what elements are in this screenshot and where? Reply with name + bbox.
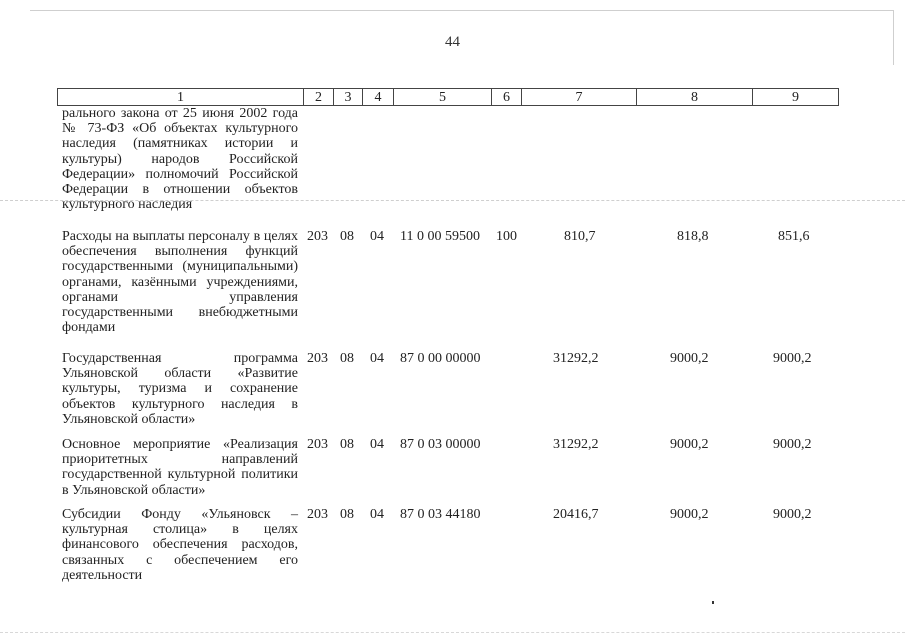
row-col-8: 9000,2 — [670, 437, 709, 452]
row-col-3: 08 — [340, 229, 354, 244]
row-description: Расходы на выплаты персоналу в целях обеспечения выполнения функций государственными (муниципальными) органами, казёнными учреждениями, органами управления государственными внебюджетными фондами — [62, 229, 298, 336]
row-col-7: 31292,2 — [553, 437, 599, 452]
scan-dash-line-bottom — [0, 632, 905, 633]
row-col-3: 08 — [340, 351, 354, 366]
row-col-3: 08 — [340, 507, 354, 522]
row-col-4: 04 — [370, 351, 384, 366]
row-description: Субсидии Фонду «Ульяновск – культурная столица» в целях финансового обеспечения расходов, связанных с обеспечением его деятельности — [62, 507, 298, 583]
table-header — [57, 88, 839, 106]
row-col-4: 04 — [370, 507, 384, 522]
row-col-9: 9000,2 — [773, 437, 812, 452]
row-col-4: 04 — [370, 229, 384, 244]
row-col-2: 203 — [307, 351, 328, 366]
row-description: рального закона от 25 июня 2002 года № 73-ФЗ «Об объектах культурного наследия (памятниках истории и культуры) народов Российской Федерации» полномочий Российской Федерации в отношении объектов культурного наследия — [62, 106, 298, 213]
header-col-5: 5 — [393, 89, 491, 105]
row-col-8: 9000,2 — [670, 351, 709, 366]
row-col-8: 9000,2 — [670, 507, 709, 522]
row-col-2: 203 — [307, 507, 328, 522]
row-col-9: 851,6 — [778, 229, 810, 244]
header-col-3: 3 — [333, 89, 362, 105]
row-col-2: 203 — [307, 437, 328, 452]
row-col-2: 203 — [307, 229, 328, 244]
row-col-7: 20416,7 — [553, 507, 599, 522]
row-col-9: 9000,2 — [773, 507, 812, 522]
row-col-9: 9000,2 — [773, 351, 812, 366]
header-col-4: 4 — [362, 89, 393, 105]
row-description: Государственная программа Ульяновской области «Развитие культуры, туризма и сохранение объектов культурного наследия в Ульяновской области» — [62, 351, 298, 427]
header-col-8: 8 — [636, 89, 752, 105]
row-col-6: 100 — [496, 229, 517, 244]
header-col-9: 9 — [752, 89, 838, 105]
header-col-2: 2 — [303, 89, 333, 105]
header-col-1: 1 — [177, 90, 184, 105]
row-col-7: 31292,2 — [553, 351, 599, 366]
row-col-3: 08 — [340, 437, 354, 452]
row-col-5: 11 0 00 59500 — [400, 229, 480, 244]
scan-speck — [712, 601, 714, 604]
row-col-5: 87 0 03 00000 — [400, 437, 481, 452]
row-col-8: 818,8 — [677, 229, 709, 244]
row-description: Основное мероприятие «Реализация приоритетных направлений государственной культурной политики в Ульяновской области» — [62, 437, 298, 498]
header-col-6: 6 — [491, 89, 521, 105]
row-col-7: 810,7 — [564, 229, 596, 244]
row-col-4: 04 — [370, 437, 384, 452]
row-col-5: 87 0 00 00000 — [400, 351, 481, 366]
header-col-7: 7 — [521, 89, 636, 105]
row-col-5: 87 0 03 44180 — [400, 507, 481, 522]
scan-frame-top — [30, 10, 894, 11]
page-number: 44 — [445, 34, 460, 50]
